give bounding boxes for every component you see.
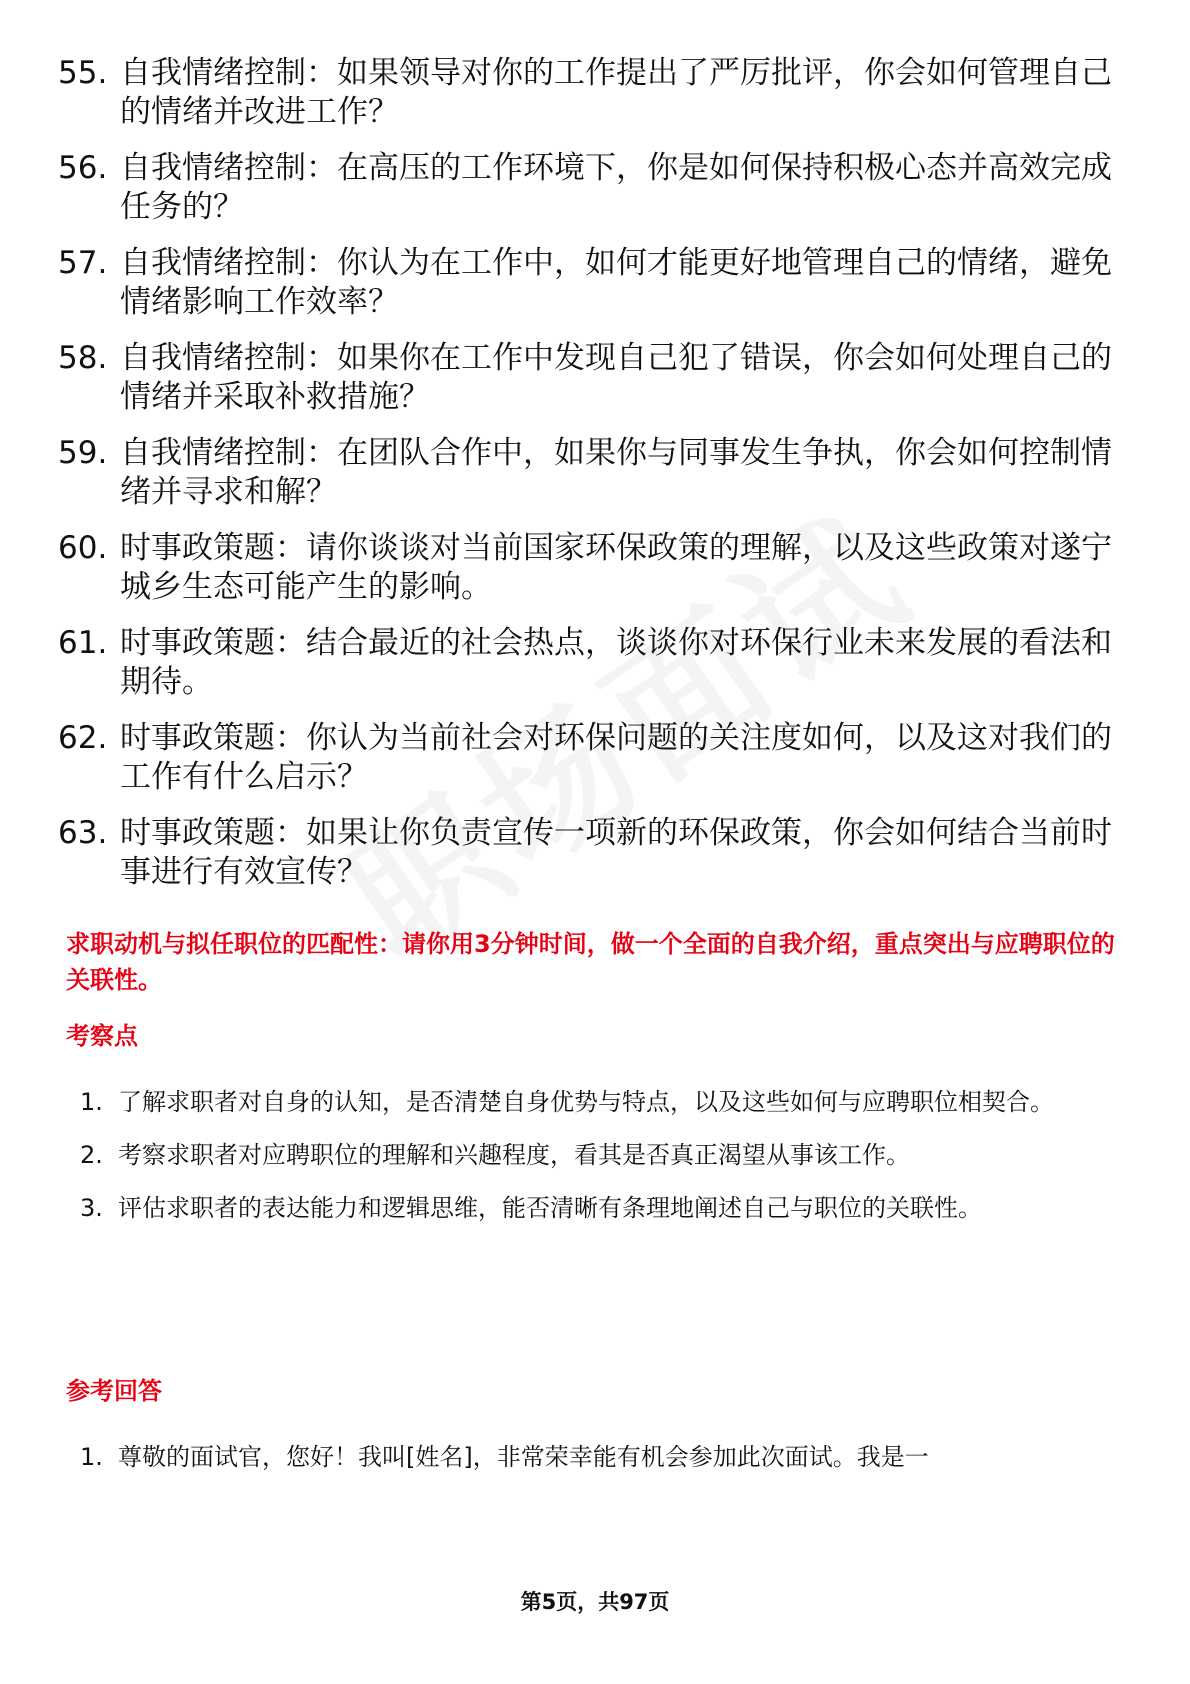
list-item (58, 529, 1118, 607)
item-text: 自我情绪控制：如果领导对你的工作提出了严厉批评，你会如何管理自己的情绪并改进工作？ (120, 55, 1112, 130)
item-number: 61. (58, 625, 108, 661)
item-text: 考察求职者对应聘职位的理解和兴趣程度，看其是否真正渴望从事该工作。 (118, 1141, 910, 1169)
item-number: 62. (58, 720, 108, 756)
reference-answer-heading: 参考回答 (66, 1377, 162, 1405)
item-text: 评估求职者的表达能力和逻辑思维，能否清晰有条理地阐述自己与职位的关联性。 (118, 1194, 982, 1222)
list-item (58, 339, 1118, 417)
item-number: 1. (80, 1088, 103, 1116)
item-number: 60. (58, 530, 108, 566)
item-text: 时事政策题：结合最近的社会热点，谈谈你对环保行业未来发展的看法和期待。 (120, 625, 1112, 700)
exam-points-heading: 考察点 (66, 1022, 138, 1050)
item-text: 时事政策题：如果让你负责宣传一项新的环保政策，你会如何结合当前时事进行有效宣传？ (120, 815, 1112, 890)
list-item (58, 149, 1118, 227)
list-item (58, 624, 1118, 702)
item-number: 2. (80, 1141, 103, 1169)
page-footer: 第5页，共97页 (520, 1590, 670, 1614)
list-item (80, 1129, 1110, 1182)
item-number: 57. (58, 245, 108, 281)
list-item (58, 54, 1118, 132)
reference-answer-list (80, 1431, 1110, 1484)
item-number: 55. (58, 55, 108, 91)
list-item (80, 1182, 1110, 1235)
item-number: 63. (58, 815, 108, 851)
intro-question: 求职动机与拟任职位的匹配性：请你用3分钟时间，做一个全面的自我介绍，重点突出与应聘职位的关联性。 (66, 930, 1115, 994)
item-text: 自我情绪控制：在高压的工作环境下，你是如何保持积极心态并高效完成任务的？ (120, 150, 1112, 225)
item-text: 尊敬的面试官，您好！我叫[姓名]，非常荣幸能有机会参加此次面试。我是一 (118, 1443, 929, 1471)
item-number: 1. (80, 1443, 103, 1471)
list-item (80, 1431, 1110, 1484)
question-list (58, 54, 1118, 909)
item-text: 了解求职者对自身的认知，是否清楚自身优势与特点，以及这些如何与应聘职位相契合。 (118, 1088, 1054, 1116)
exam-points-list (80, 1076, 1110, 1235)
item-number: 3. (80, 1194, 103, 1222)
item-text: 自我情绪控制：在团队合作中，如果你与同事发生争执，你会如何控制情绪并寻求和解？ (120, 435, 1112, 510)
list-item (58, 719, 1118, 797)
item-text: 自我情绪控制：你认为在工作中，如何才能更好地管理自己的情绪，避免情绪影响工作效率？ (120, 245, 1112, 320)
item-text: 时事政策题：请你谈谈对当前国家环保政策的理解，以及这些政策对遂宁城乡生态可能产生的影响。 (120, 530, 1112, 605)
list-item (58, 814, 1118, 892)
list-item (58, 244, 1118, 322)
item-text: 自我情绪控制：如果你在工作中发现自己犯了错误，你会如何处理自己的情绪并采取补救措施？ (120, 340, 1112, 415)
item-number: 59. (58, 435, 108, 471)
list-item (80, 1076, 1110, 1129)
item-number: 58. (58, 340, 108, 376)
item-text: 时事政策题：你认为当前社会对环保问题的关注度如何，以及这对我们的工作有什么启示？ (120, 720, 1112, 795)
list-item (58, 434, 1118, 512)
item-number: 56. (58, 150, 108, 186)
